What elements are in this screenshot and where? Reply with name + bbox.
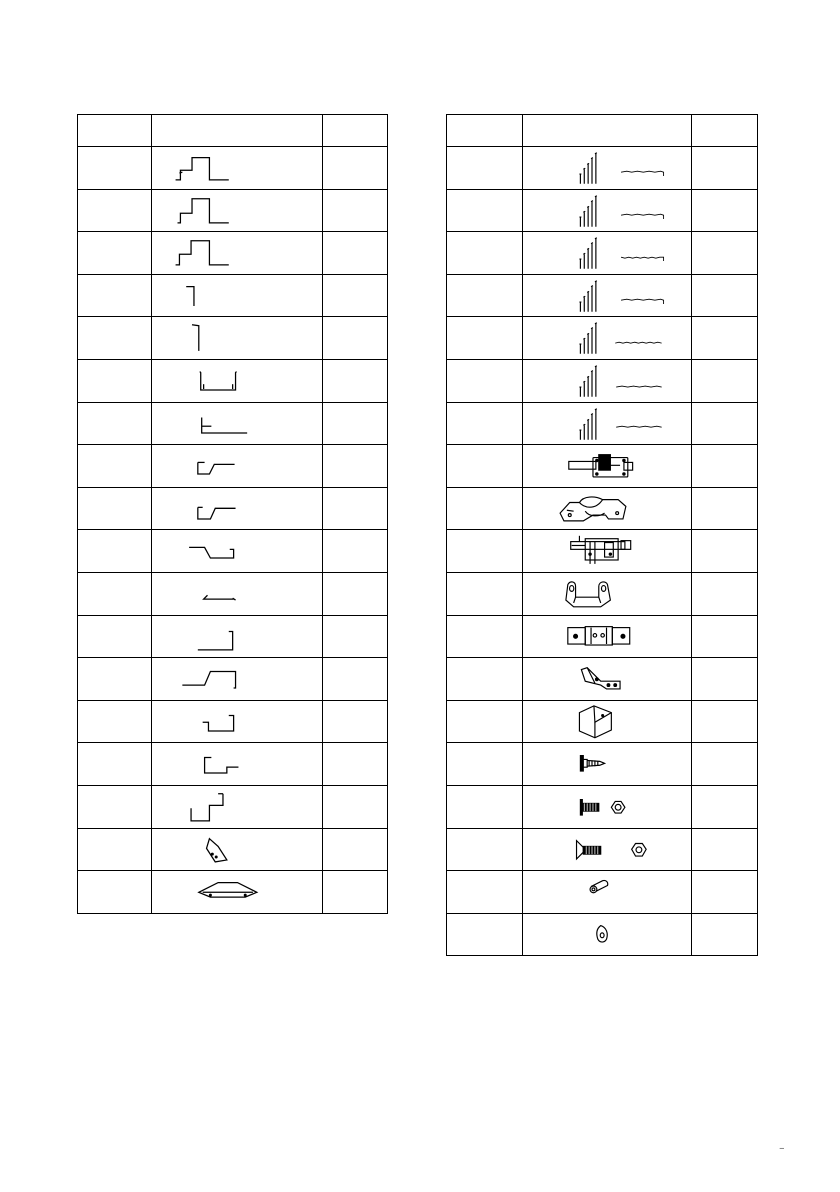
corner-block-icon — [523, 700, 692, 743]
hook-strip-icon — [152, 572, 323, 615]
table-row — [447, 487, 758, 530]
part-label-cell — [447, 871, 523, 914]
part-label-cell — [447, 274, 523, 317]
part-label-cell — [447, 615, 523, 658]
angle-bracket-icon — [152, 317, 323, 360]
part-qty-cell — [692, 402, 758, 445]
part-label-cell — [78, 743, 152, 786]
part-label-cell — [78, 700, 152, 743]
barrel-bolt-icon — [523, 445, 692, 488]
part-qty-cell — [323, 274, 388, 317]
table-row — [78, 615, 388, 658]
stepped-panel-icon — [152, 189, 323, 232]
part-label-cell — [78, 828, 152, 871]
part-qty-cell — [323, 232, 388, 275]
table-row — [447, 700, 758, 743]
part-label-cell — [447, 232, 523, 275]
part-label-cell — [447, 658, 523, 701]
part-label-cell — [447, 402, 523, 445]
u-channel-icon — [152, 359, 323, 402]
corner-bracket-icon — [523, 658, 692, 701]
part-qty-cell — [323, 572, 388, 615]
part-label-cell — [78, 445, 152, 488]
table-row — [78, 232, 388, 275]
part-qty-cell — [323, 615, 388, 658]
part-qty-cell — [323, 147, 388, 190]
table-row — [78, 658, 388, 701]
roof-cap-icon — [152, 871, 323, 914]
step-strip-icon — [152, 743, 323, 786]
part-label-cell — [78, 274, 152, 317]
part-label-cell — [78, 658, 152, 701]
part-qty-cell — [323, 700, 388, 743]
part-qty-cell — [323, 871, 388, 914]
sheet-bundle-icon — [523, 274, 692, 317]
gusset-plate-icon — [152, 828, 323, 871]
header-cell-number — [78, 115, 152, 147]
header-cell-picture — [523, 115, 692, 147]
stepped-channel-icon — [152, 658, 323, 701]
part-label-cell — [447, 785, 523, 828]
part-qty-cell — [692, 487, 758, 530]
z-bracket-icon — [152, 445, 323, 488]
part-label-cell — [78, 871, 152, 914]
part-label-cell — [447, 530, 523, 573]
table-row — [447, 615, 758, 658]
table-header-row — [447, 115, 758, 147]
table-row — [447, 359, 758, 402]
part-qty-cell — [323, 487, 388, 530]
part-label-cell — [78, 785, 152, 828]
table-row — [447, 658, 758, 701]
part-label-cell — [78, 530, 152, 573]
header-cell-quantity — [692, 115, 758, 147]
part-qty-cell — [323, 828, 388, 871]
parts-table-left — [77, 114, 388, 914]
part-label-cell — [447, 743, 523, 786]
part-qty-cell — [692, 828, 758, 871]
part-label-cell — [78, 317, 152, 360]
part-qty-cell — [692, 743, 758, 786]
stepped-panel-icon — [152, 147, 323, 190]
part-label-cell — [78, 147, 152, 190]
table-row — [78, 530, 388, 573]
latch-bolt-icon — [523, 530, 692, 573]
table-row — [447, 572, 758, 615]
part-qty-cell — [323, 445, 388, 488]
part-qty-cell — [323, 317, 388, 360]
table-row — [447, 317, 758, 360]
table-row — [78, 317, 388, 360]
table-row — [78, 700, 388, 743]
part-label-cell — [447, 913, 523, 956]
table-row — [447, 147, 758, 190]
part-qty-cell — [692, 658, 758, 701]
part-qty-cell — [692, 785, 758, 828]
vertical-z-strip-icon — [152, 785, 323, 828]
part-label-cell — [447, 572, 523, 615]
part-qty-cell — [323, 743, 388, 786]
part-label-cell — [447, 487, 523, 530]
table-row — [78, 189, 388, 232]
table-row — [447, 871, 758, 914]
part-qty-cell — [323, 359, 388, 402]
part-label-cell — [78, 402, 152, 445]
part-qty-cell — [692, 615, 758, 658]
part-qty-cell — [692, 317, 758, 360]
part-label-cell — [447, 147, 523, 190]
table-row — [78, 487, 388, 530]
offset-channel-icon — [152, 530, 323, 573]
part-qty-cell — [323, 530, 388, 573]
part-qty-cell — [692, 147, 758, 190]
stepped-panel-icon — [152, 232, 323, 275]
part-label-cell — [447, 700, 523, 743]
table-row — [78, 274, 388, 317]
z-bracket-icon — [152, 487, 323, 530]
sheet-bundle-icon — [523, 147, 692, 190]
table-row — [78, 871, 388, 914]
part-qty-cell — [692, 232, 758, 275]
table-row — [78, 743, 388, 786]
table-row — [447, 743, 758, 786]
part-label-cell — [447, 445, 523, 488]
part-qty-cell — [692, 359, 758, 402]
part-qty-cell — [692, 274, 758, 317]
part-qty-cell — [323, 658, 388, 701]
table-row — [447, 913, 758, 956]
handle-plate-icon — [523, 487, 692, 530]
spacer-tube-icon — [523, 871, 692, 914]
table-row — [447, 445, 758, 488]
part-qty-cell — [323, 189, 388, 232]
part-label-cell — [78, 189, 152, 232]
u-bracket-icon — [523, 572, 692, 615]
sheet-bundle-icon — [523, 317, 692, 360]
part-qty-cell — [692, 700, 758, 743]
short-channel-icon — [152, 700, 323, 743]
part-qty-cell — [692, 189, 758, 232]
sheet-bundle-icon — [523, 232, 692, 275]
angle-bracket-icon — [152, 274, 323, 317]
part-label-cell — [78, 487, 152, 530]
part-label-cell — [78, 359, 152, 402]
part-qty-cell — [323, 785, 388, 828]
table-row — [78, 572, 388, 615]
table-row — [78, 785, 388, 828]
header-cell-picture — [152, 115, 323, 147]
washer-icon — [523, 913, 692, 956]
part-qty-cell — [692, 871, 758, 914]
table-row — [447, 274, 758, 317]
bolt-and-nut-icon — [523, 785, 692, 828]
parts-table-right — [446, 114, 758, 956]
table-row — [447, 785, 758, 828]
page-number: ‾ — [780, 1148, 784, 1160]
part-qty-cell — [692, 913, 758, 956]
table-row — [447, 530, 758, 573]
header-cell-quantity — [323, 115, 388, 147]
countersunk-bolt-and-nut-icon — [523, 828, 692, 871]
part-qty-cell — [692, 572, 758, 615]
part-label-cell — [447, 359, 523, 402]
part-qty-cell — [692, 445, 758, 488]
table-row — [447, 189, 758, 232]
table-header-row — [78, 115, 388, 147]
part-label-cell — [447, 828, 523, 871]
table-row — [447, 828, 758, 871]
part-qty-cell — [692, 530, 758, 573]
part-label-cell — [78, 615, 152, 658]
header-cell-number — [447, 115, 523, 147]
part-label-cell — [78, 572, 152, 615]
flat-l-strip-icon — [152, 402, 323, 445]
table-row — [447, 232, 758, 275]
l-channel-icon — [152, 615, 323, 658]
table-row — [78, 147, 388, 190]
hinge-icon — [523, 615, 692, 658]
table-row — [78, 359, 388, 402]
sheet-bundle-icon — [523, 359, 692, 402]
sheet-bundle-icon — [523, 402, 692, 445]
part-label-cell — [447, 189, 523, 232]
sheet-bundle-icon — [523, 189, 692, 232]
part-label-cell — [78, 232, 152, 275]
table-row — [78, 828, 388, 871]
table-row — [78, 402, 388, 445]
part-qty-cell — [323, 402, 388, 445]
part-label-cell — [447, 317, 523, 360]
table-row — [447, 402, 758, 445]
screw-icon — [523, 743, 692, 786]
table-row — [78, 445, 388, 488]
